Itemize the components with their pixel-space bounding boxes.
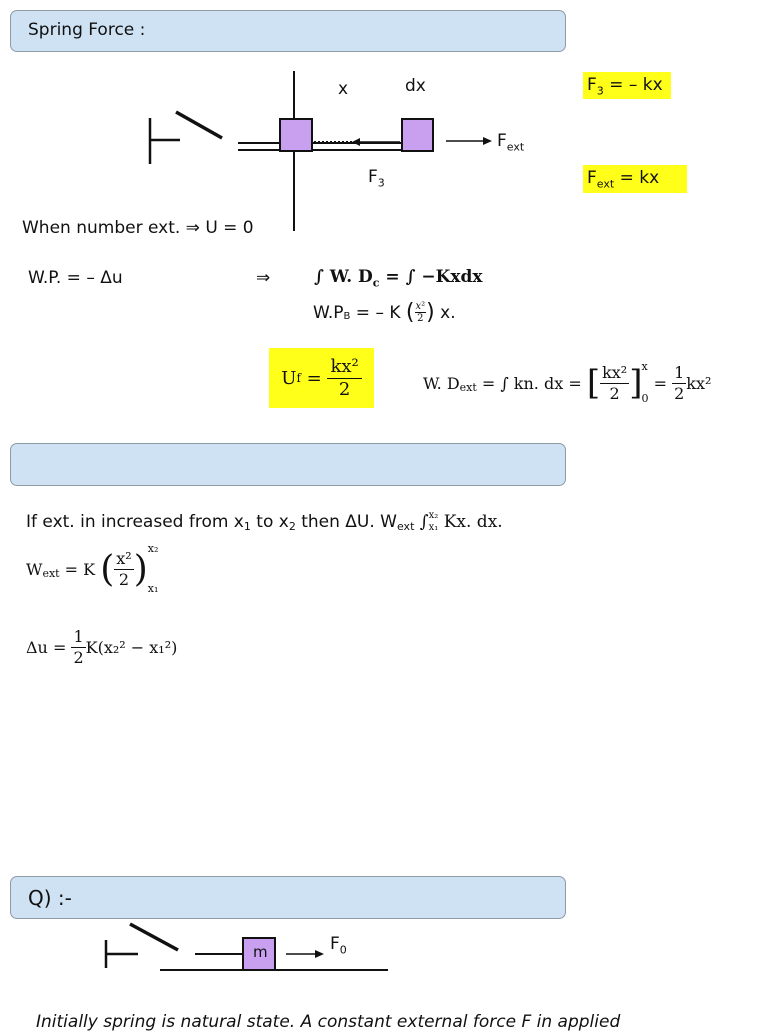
label-fext: $F_{ext}$ [497, 131, 525, 154]
integral-work-done: ∫ W. $D_c$ = ∫ −Kxdx [314, 267, 483, 290]
mass-label: m [253, 943, 268, 961]
label-f3: $F_3$ [368, 167, 385, 190]
block-displaced [402, 119, 433, 151]
work-done-external-formula: W. D $_{ext}$ = ∫ kn. dx = [ kx² 2 ] x 0 = $\frac{1}{2}$ kx² [423, 360, 712, 405]
implies-arrow: ⇒ [256, 268, 271, 288]
label-x: x [338, 79, 349, 99]
question-text: Initially spring is natural state. A constant external force F in applied [36, 1012, 621, 1032]
highlight-f3-equation: $F_3$ = – kx [583, 72, 671, 99]
w-ext-formula: W $_{ext}$ = K ( x² 2 ) x₂ x₁ [26, 542, 159, 595]
text-line-natural: When number ext. ⇒ U = 0 [22, 218, 254, 238]
label-dx: dx [405, 76, 426, 96]
section-title: Q) :- [28, 886, 72, 910]
block-original [280, 119, 312, 151]
text-line-wp: W.P. = – Δu [28, 268, 123, 288]
section-banner-spring-force [10, 10, 566, 52]
text-line-wpb: W.P $_B$ = – K ( x² 2 ) x. [313, 300, 456, 325]
section-banner-empty [10, 443, 566, 486]
spring-diagram-question [100, 918, 400, 978]
section-title: Spring Force : [28, 20, 146, 40]
delta-u-formula: Δu = $\frac{1}{2}$ K(x₂² − x₁²) [26, 626, 178, 667]
section-banner-question [10, 876, 566, 919]
force-label: $F_0$ [330, 934, 347, 957]
highlight-fext-equation: $F_{ext}$ = kx [583, 165, 687, 193]
highlight-uf-formula: U f = $\frac{\text{kx²}}{2}$ [269, 348, 374, 408]
text-line-ext-increase: If ext. in increased from x $_1$ to x $_2$ then ΔU. W $_{ext}$ ∫ x₂ x₁ Kx. dx. [26, 510, 503, 533]
